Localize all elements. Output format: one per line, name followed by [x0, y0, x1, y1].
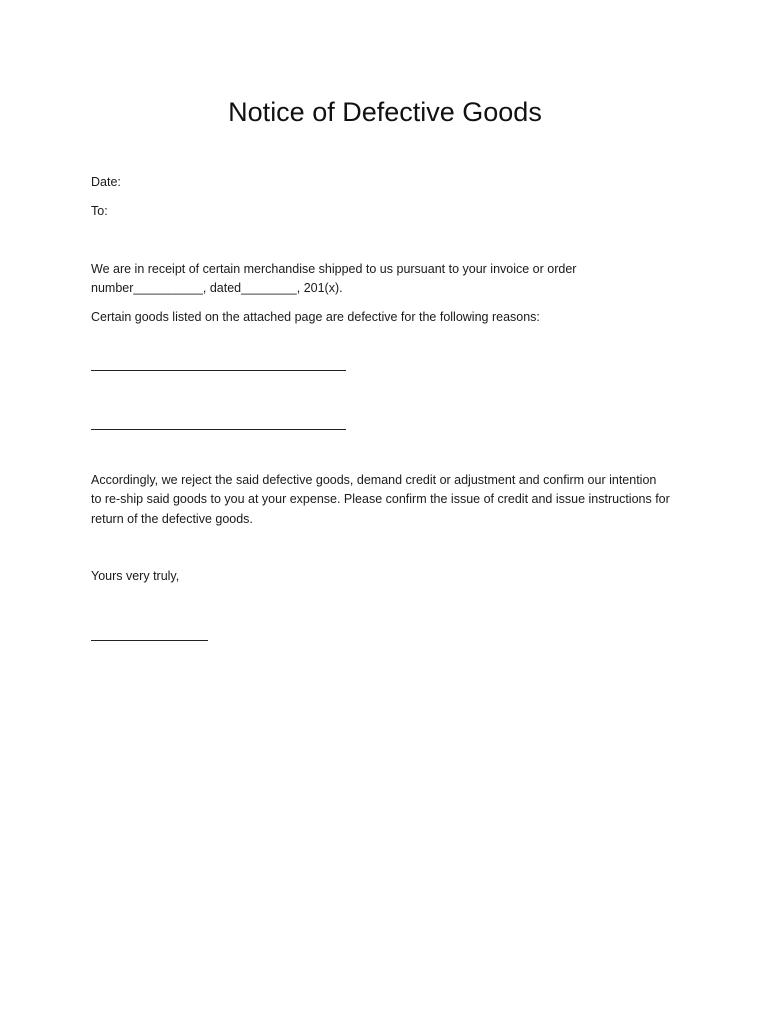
signature-blank-line [91, 640, 208, 641]
defect-intro: Certain goods listed on the attached page are defective for the following reasons: [91, 310, 540, 324]
reason-blank-line-1 [91, 370, 346, 371]
closing-paragraph-line-3: return of the defective goods. [91, 511, 253, 526]
receipt-paragraph-line-1: We are in receipt of certain merchandise shipped to us pursuant to your invoice or order [91, 262, 577, 276]
closing-paragraph-line-2: to re-ship said goods to you at your expense. Please confirm the issue of credit and issue instructions for [91, 492, 670, 507]
to-label: To: [91, 204, 108, 218]
document-title: Notice of Defective Goods [228, 97, 542, 127]
reason-blank-line-2 [91, 429, 346, 430]
closing-paragraph [91, 471, 691, 529]
date-label: Date: [91, 175, 121, 189]
closing-paragraph-line-1: Accordingly, we reject the said defective goods, demand credit or adjustment and confirm our intention [91, 473, 657, 487]
receipt-paragraph-line-2: number__________, dated________, 201(x). [91, 281, 343, 296]
receipt-paragraph [91, 260, 691, 299]
signoff: Yours very truly, [91, 569, 180, 583]
